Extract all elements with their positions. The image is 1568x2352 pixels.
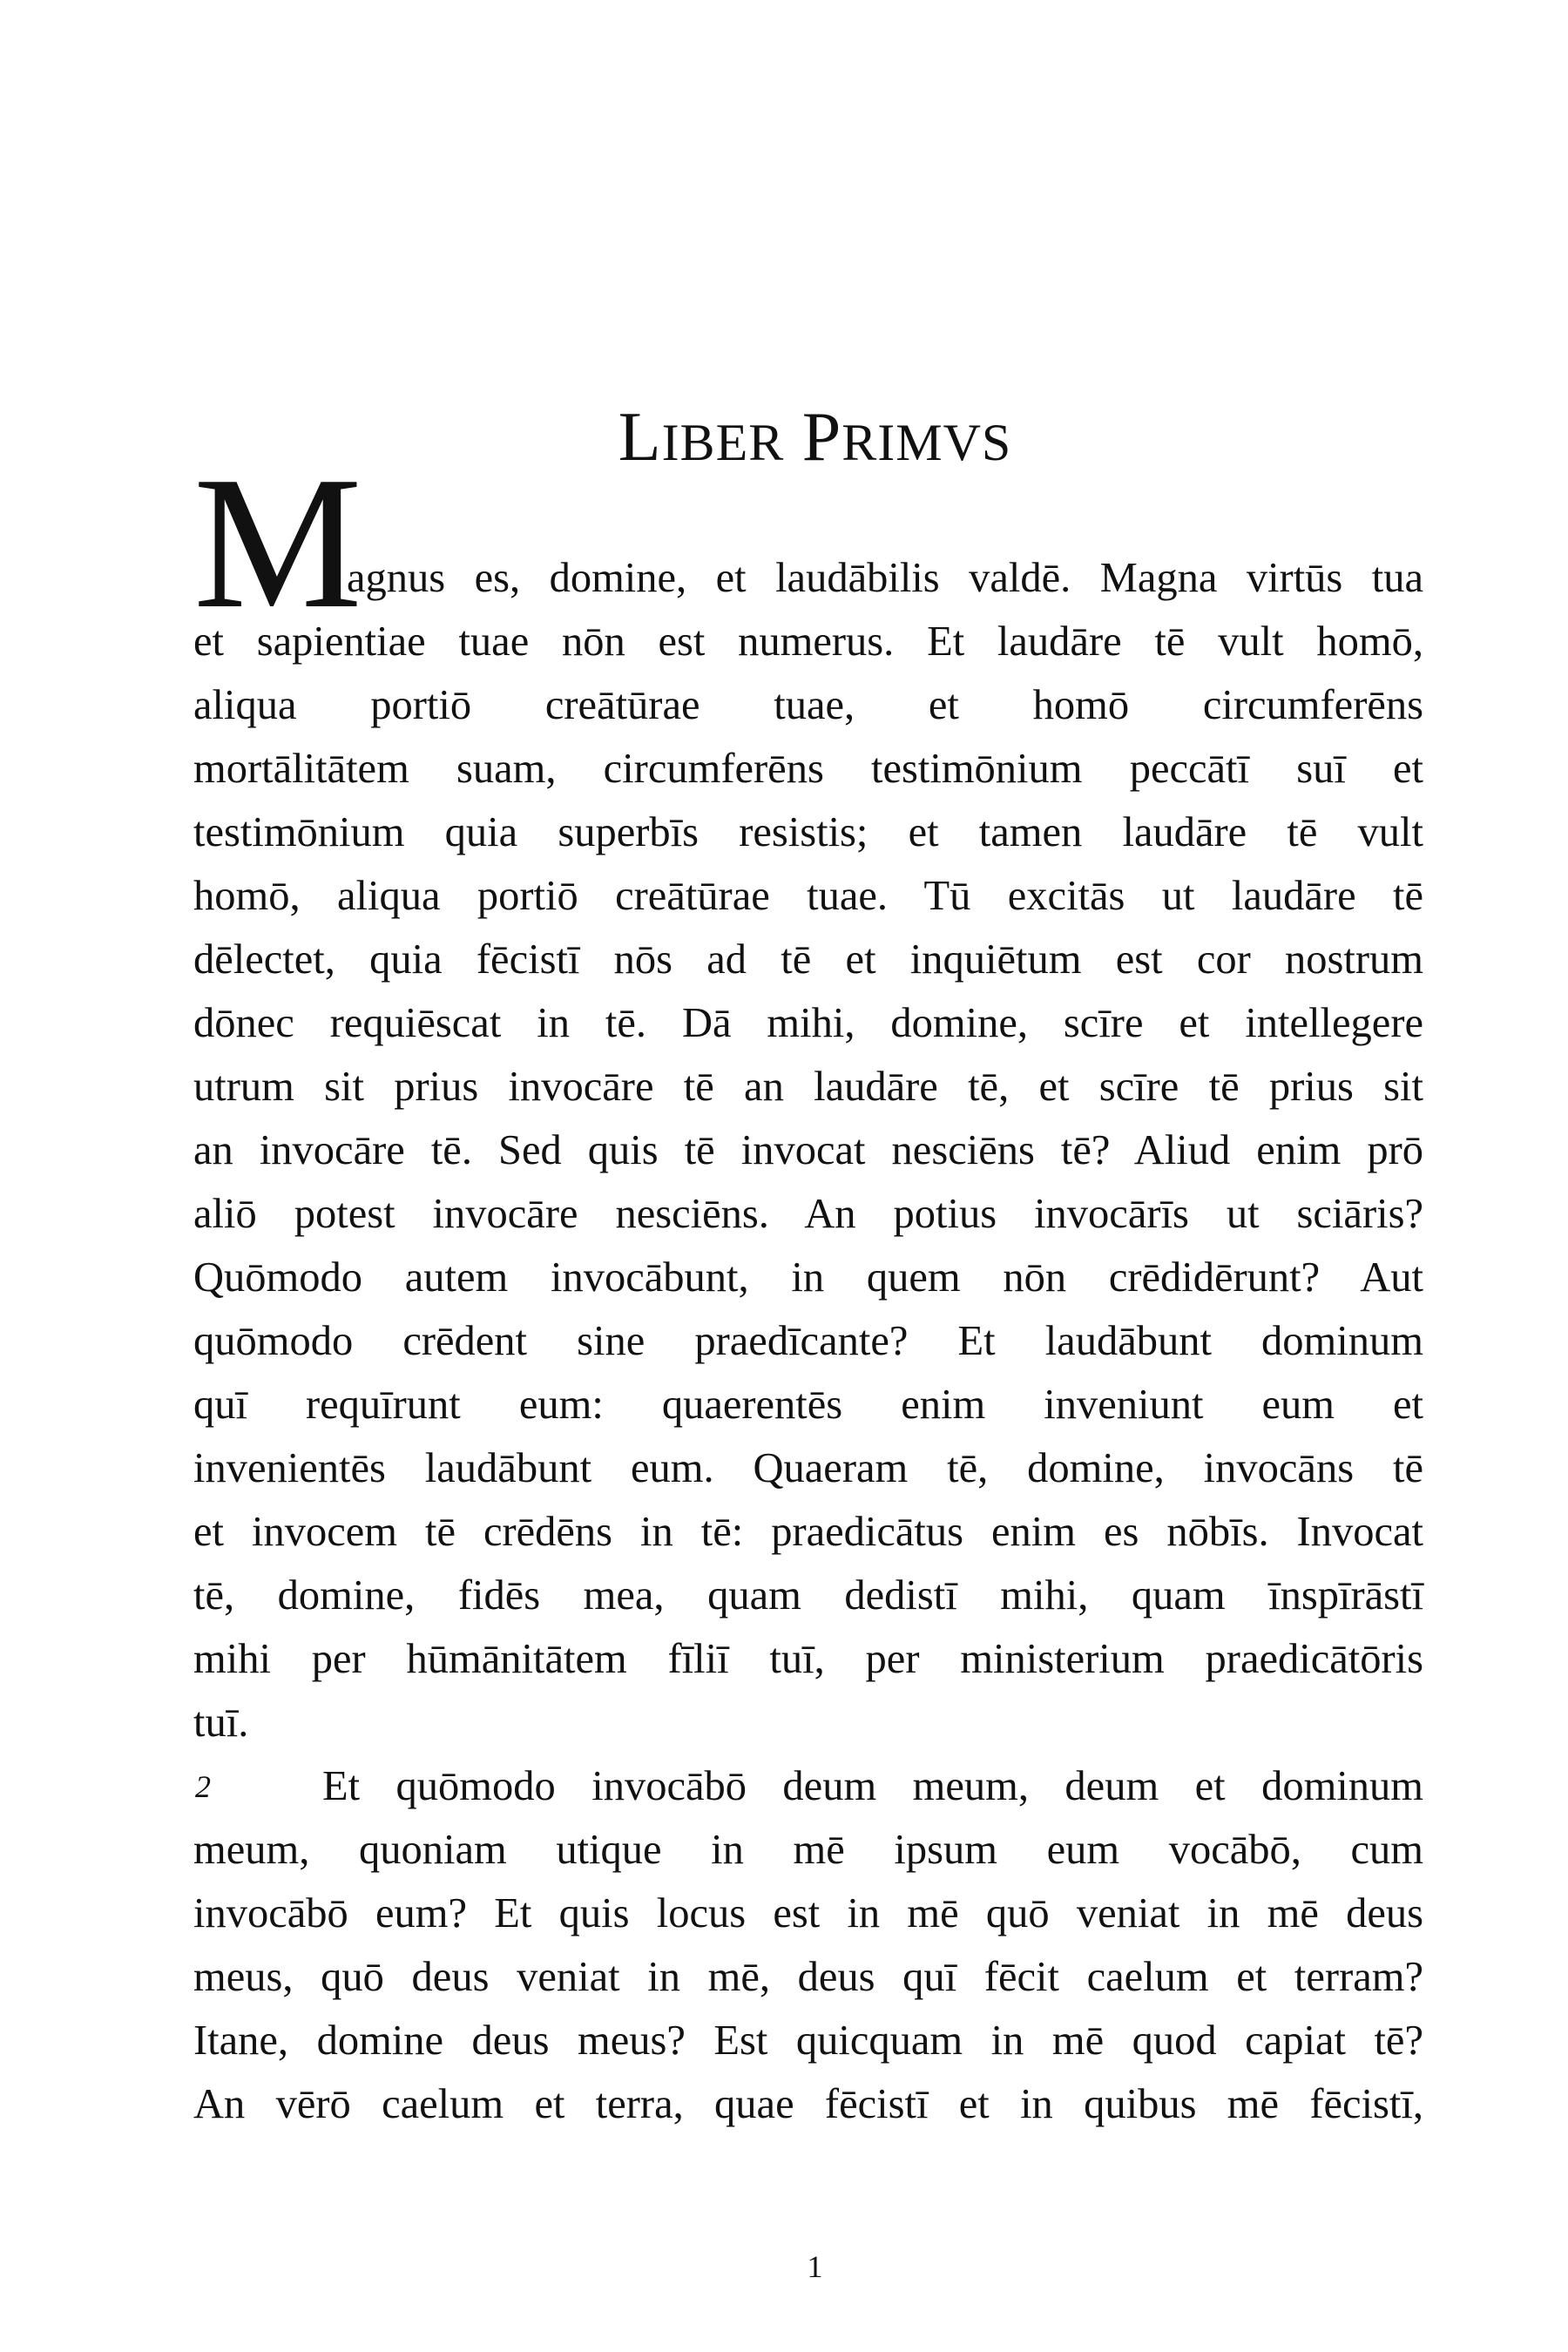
text-line: Quōmodo autem invocābunt, in quem nōn crēdidērunt? Aut bbox=[193, 1254, 1423, 1301]
text-line: tuī. bbox=[193, 1700, 249, 1746]
text-line: utrum sit prius invocāre tē an laudāre tē, et scīre tē prius sit bbox=[193, 1064, 1423, 1110]
text-line: dēlectet, quia fēcistī nōs ad tē et inquiētum est cor nostrum bbox=[193, 936, 1423, 983]
text-line: et sapientiae tuae nōn est numerus. Et laudāre tē vult homō, bbox=[193, 618, 1423, 665]
verse-number: 2 bbox=[195, 1769, 211, 1804]
title-smallcaps-2: RIMVS bbox=[841, 414, 1012, 471]
title-initial-1: L bbox=[618, 399, 662, 476]
text-line: mihi per hūmānitātem fīliī tuī, per ministerium praedicātōris bbox=[193, 1636, 1423, 1682]
text-line: agnus es, domine, et laudābilis valdē. Magna virtūs tua bbox=[347, 555, 1423, 601]
text-line: meum, quoniam utique in mē ipsum eum vocābō, cum bbox=[193, 1827, 1423, 1873]
text-line: invocābō eum? Et quis locus est in mē quō veniat in mē deus bbox=[193, 1890, 1423, 1936]
text-line: testimōnium quia superbīs resistis; et tamen laudāre tē vult bbox=[193, 809, 1423, 855]
drop-cap: M bbox=[193, 438, 362, 648]
text-line: An vērō caelum et terra, quae fēcistī et in quibus mē fēcistī, bbox=[193, 2081, 1423, 2127]
title-smallcaps-1: IBER bbox=[661, 414, 785, 471]
text-line: Et quōmodo invocābō deum meum, deum et dominum bbox=[322, 1763, 1423, 1809]
text-line: aliqua portiō creātūrae tuae, et homō circumferēns bbox=[193, 682, 1423, 728]
page-number: 1 bbox=[807, 2249, 823, 2284]
text-line: homō, aliqua portiō creātūrae tuae. Tū excitās ut laudāre tē bbox=[193, 873, 1423, 919]
text-line: an invocāre tē. Sed quis tē invocat nesciēns tē? Aliud enim prō bbox=[193, 1127, 1423, 1173]
title-initial-2: P bbox=[801, 399, 842, 476]
text-line: et invocem tē crēdēns in tē: praedicātus enim es nōbīs. Invocat bbox=[193, 1509, 1423, 1555]
text-line: Itane, domine deus meus? Est quicquam in mē quod capiat tē? bbox=[193, 2017, 1423, 2064]
text-line: quī requīrunt eum: quaerentēs enim inveniunt eum et bbox=[193, 1382, 1423, 1428]
text-line: quōmodo crēdent sine praedīcante? Et laudābunt dominum bbox=[193, 1318, 1423, 1364]
text-line: dōnec requiēscat in tē. Dā mihi, domine, scīre et intellegere bbox=[193, 1000, 1423, 1046]
text-line: tē, domine, fidēs mea, quam dedistī mihi, quam īnspīrāstī bbox=[193, 1572, 1423, 1619]
text-line: aliō potest invocāre nesciēns. An potius invocārīs ut sciāris? bbox=[193, 1191, 1423, 1237]
text-line: mortālitātem suam, circumferēns testimōnium peccātī suī et bbox=[193, 746, 1423, 792]
text-line: meus, quō deus veniat in mē, deus quī fēcit caelum et terram? bbox=[193, 1954, 1423, 2000]
text-line: invenientēs laudābunt eum. Quaeram tē, domine, invocāns tē bbox=[193, 1445, 1423, 1491]
